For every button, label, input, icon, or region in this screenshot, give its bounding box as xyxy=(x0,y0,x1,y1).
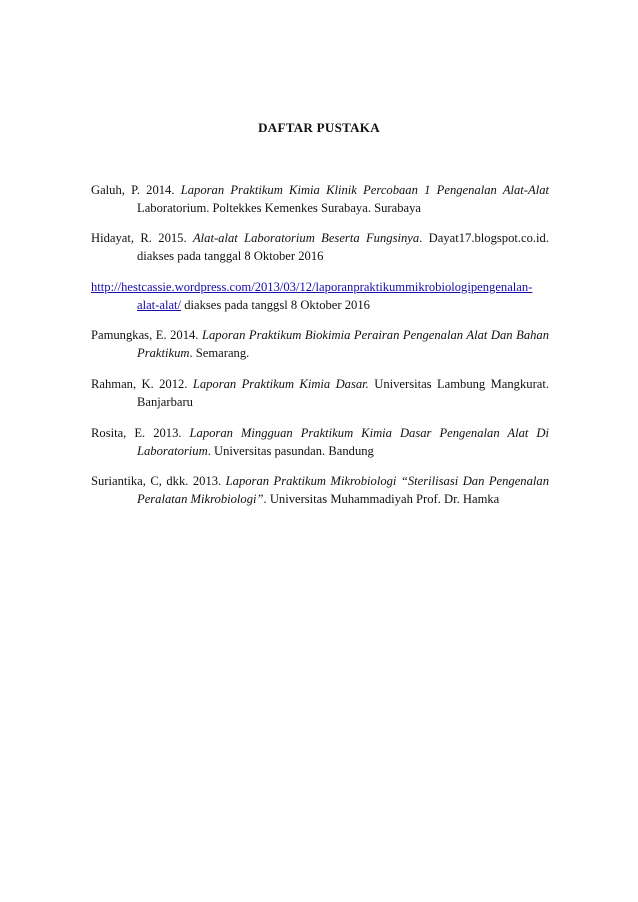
reference-publisher: . Dayat17.blogspot.co.id. diakses pada tanggal 8 Oktober 2016 xyxy=(137,231,549,264)
reference-access-note: diakses pada tanggsl 8 Oktober 2016 xyxy=(181,297,370,312)
reference-suriantika xyxy=(91,472,549,508)
reference-author-year: Suriantika, C, dkk. 2013. xyxy=(91,474,226,489)
reference-publisher: Laboratorium. Poltekkes Kemenkes Surabaya. Surabaya xyxy=(137,200,421,215)
reference-title: Laporan Mingguan Praktikum Kimia Dasar Pengenalan Alat Di Laboratorium xyxy=(137,425,549,458)
reference-publisher: . Universitas Muhammadiyah Prof. Dr. Hamka xyxy=(263,492,500,507)
reference-author-year: Rahman, K. 2012. xyxy=(91,376,193,391)
reference-rosita xyxy=(91,424,549,460)
reference-publisher: Universitas Lambung Mangkurat. Banjarbaru xyxy=(137,376,549,409)
reference-title: Laporan Praktikum Kimia Klinik Percobaan 1 Pengenalan Alat-Alat xyxy=(180,182,549,197)
reference-galuh xyxy=(91,181,549,217)
reference-author-year: Galuh, P. 2014. xyxy=(91,182,181,197)
reference-author-year: Pamungkas, E. 2014. xyxy=(91,328,202,343)
reference-hidayat xyxy=(91,229,549,265)
reference-title: Laporan Praktikum Biokimia Perairan Pengenalan Alat Dan Bahan Praktikum xyxy=(137,328,550,361)
reference-title: Alat-alat Laboratorium Beserta Fungsinya xyxy=(192,231,420,246)
page-title: DAFTAR PUSTAKA xyxy=(258,120,380,135)
reference-rahman xyxy=(91,375,549,411)
reference-hestcassie xyxy=(91,278,549,314)
reference-title: Laporan Praktikum Kimia Dasar. xyxy=(192,376,369,391)
reference-publisher: . Universitas pasundan. Bandung xyxy=(207,443,374,458)
reference-pamungkas xyxy=(91,326,549,362)
reference-title: Laporan Praktikum Mikrobiologi “Sterilisasi Dan Pengenalan Peralatan Mikrobiologi” xyxy=(137,474,549,507)
reference-list xyxy=(91,168,549,517)
reference-author-year: Hidayat, R. 2015. xyxy=(91,231,193,246)
reference-author-year: Rosita, E. 2013. xyxy=(91,425,190,440)
reference-publisher: . Semarang. xyxy=(189,346,250,361)
reference-link[interactable]: http://hestcassie.wordpress.com/2013/03/12/laporanpraktikummikrobiologipengenalan-alat-alat/ xyxy=(91,279,533,312)
